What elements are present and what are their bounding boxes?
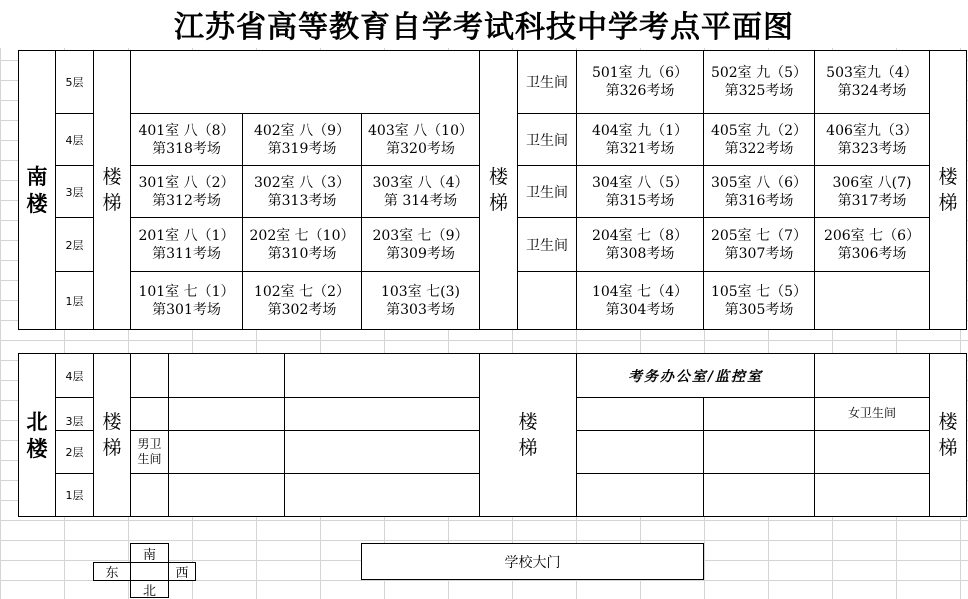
room-401: 401室 八（8） 第318考场 — [130, 113, 243, 166]
north-room-cell — [130, 397, 169, 431]
north-room-cell — [284, 473, 480, 517]
north-west-stairs: 楼 梯 — [93, 353, 131, 517]
north-room-cell — [168, 430, 285, 474]
room-102: 102室 七（2） 第302考场 — [242, 271, 362, 330]
north-room-cell — [284, 430, 480, 474]
room-201: 201室 八（1） 第311考场 — [130, 217, 243, 272]
north-room-cell — [703, 473, 815, 517]
north-room-cell — [284, 353, 480, 398]
room-501: 501室 九（6） 第326考场 — [576, 50, 704, 114]
room-301: 301室 八（2） 第312考场 — [130, 165, 243, 218]
room-101: 101室 七（1） 第301考场 — [130, 271, 243, 330]
floor-label-5: 5层 — [55, 50, 94, 114]
north-east-stairs: 楼 梯 — [929, 353, 967, 517]
north-room-cell — [814, 353, 930, 398]
north-room-cell — [130, 473, 169, 517]
womens-restroom: 女卫生间 — [814, 397, 930, 431]
room-204: 204室 七（8） 第308考场 — [576, 217, 704, 272]
north-room-cell — [130, 353, 169, 398]
middle-stairs: 楼 梯 — [479, 50, 518, 330]
floor-label-4: 4层 — [55, 113, 94, 166]
empty-floor-5-west — [130, 50, 480, 114]
mens-restroom: 男卫 生间 — [130, 430, 169, 474]
north-room-cell — [576, 397, 704, 431]
room-105: 105室 七（5） 第305考场 — [703, 271, 815, 330]
restroom-3: 卫生间 — [517, 165, 577, 218]
compass-south: 南 — [130, 543, 169, 563]
north-floor-label-1: 1层 — [55, 473, 94, 517]
north-room-cell — [703, 430, 815, 474]
room-306: 306室 八(7) 第317考场 — [814, 165, 930, 218]
floor-label-3: 3层 — [55, 165, 94, 218]
room-206: 206室 七（6） 第306考场 — [814, 217, 930, 272]
north-building-label: 北 楼 — [18, 353, 56, 517]
compass-north: 北 — [130, 580, 169, 598]
empty-floor-1-restroom — [517, 271, 577, 330]
south-building-label: 南 楼 — [18, 50, 56, 330]
north-middle-stairs: 楼 梯 — [479, 353, 577, 517]
room-402: 402室 八（9） 第319考场 — [242, 113, 362, 166]
restroom-5: 卫生间 — [517, 50, 577, 114]
north-room-cell — [168, 397, 285, 431]
floor-label-1: 1层 — [55, 271, 94, 330]
room-403: 403室 八（10） 第320考场 — [361, 113, 480, 166]
page-title: 江苏省高等教育自学考试科技中学考点平面图 — [0, 0, 968, 48]
north-floor-label-3: 3层 — [55, 397, 94, 431]
room-303: 303室 八（4） 第 314考场 — [361, 165, 480, 218]
room-103: 103室 七(3) 第303考场 — [361, 271, 480, 330]
east-stairs: 楼 梯 — [929, 50, 967, 330]
restroom-2: 卫生间 — [517, 217, 577, 272]
room-406: 406室九（3） 第323考场 — [814, 113, 930, 166]
north-floor-label-2: 2层 — [55, 430, 94, 474]
exam-office-monitor-room: 考务办公室/监控室 — [576, 353, 815, 398]
room-205: 205室 七（7） 第307考场 — [703, 217, 815, 272]
north-room-cell — [168, 473, 285, 517]
north-room-cell — [814, 473, 930, 517]
compass-east: 东 — [93, 562, 131, 581]
north-room-cell — [814, 430, 930, 474]
room-203: 203室 七（9） 第309考场 — [361, 217, 480, 272]
north-room-cell — [168, 353, 285, 398]
west-stairs: 楼 梯 — [93, 50, 131, 330]
north-room-cell — [576, 430, 704, 474]
room-502: 502室 九（5） 第325考场 — [703, 50, 815, 114]
north-room-cell — [576, 473, 704, 517]
compass-west: 西 — [168, 562, 196, 581]
north-room-cell — [284, 397, 480, 431]
school-gate: 学校大门 — [361, 543, 704, 580]
room-202: 202室 七（10） 第310考场 — [242, 217, 362, 272]
north-floor-label-4: 4层 — [55, 353, 94, 398]
room-405: 405室 九（2） 第322考场 — [703, 113, 815, 166]
room-304: 304室 八（5） 第315考场 — [576, 165, 704, 218]
room-104: 104室 七（4） 第304考场 — [576, 271, 704, 330]
room-305: 305室 八（6） 第316考场 — [703, 165, 815, 218]
north-room-cell — [703, 397, 815, 431]
room-503: 503室九（4） 第324考场 — [814, 50, 930, 114]
floor-label-2: 2层 — [55, 217, 94, 272]
empty-floor-1-east — [814, 271, 930, 330]
restroom-4: 卫生间 — [517, 113, 577, 166]
room-302: 302室 八（3） 第313考场 — [242, 165, 362, 218]
room-404: 404室 九（1） 第321考场 — [576, 113, 704, 166]
